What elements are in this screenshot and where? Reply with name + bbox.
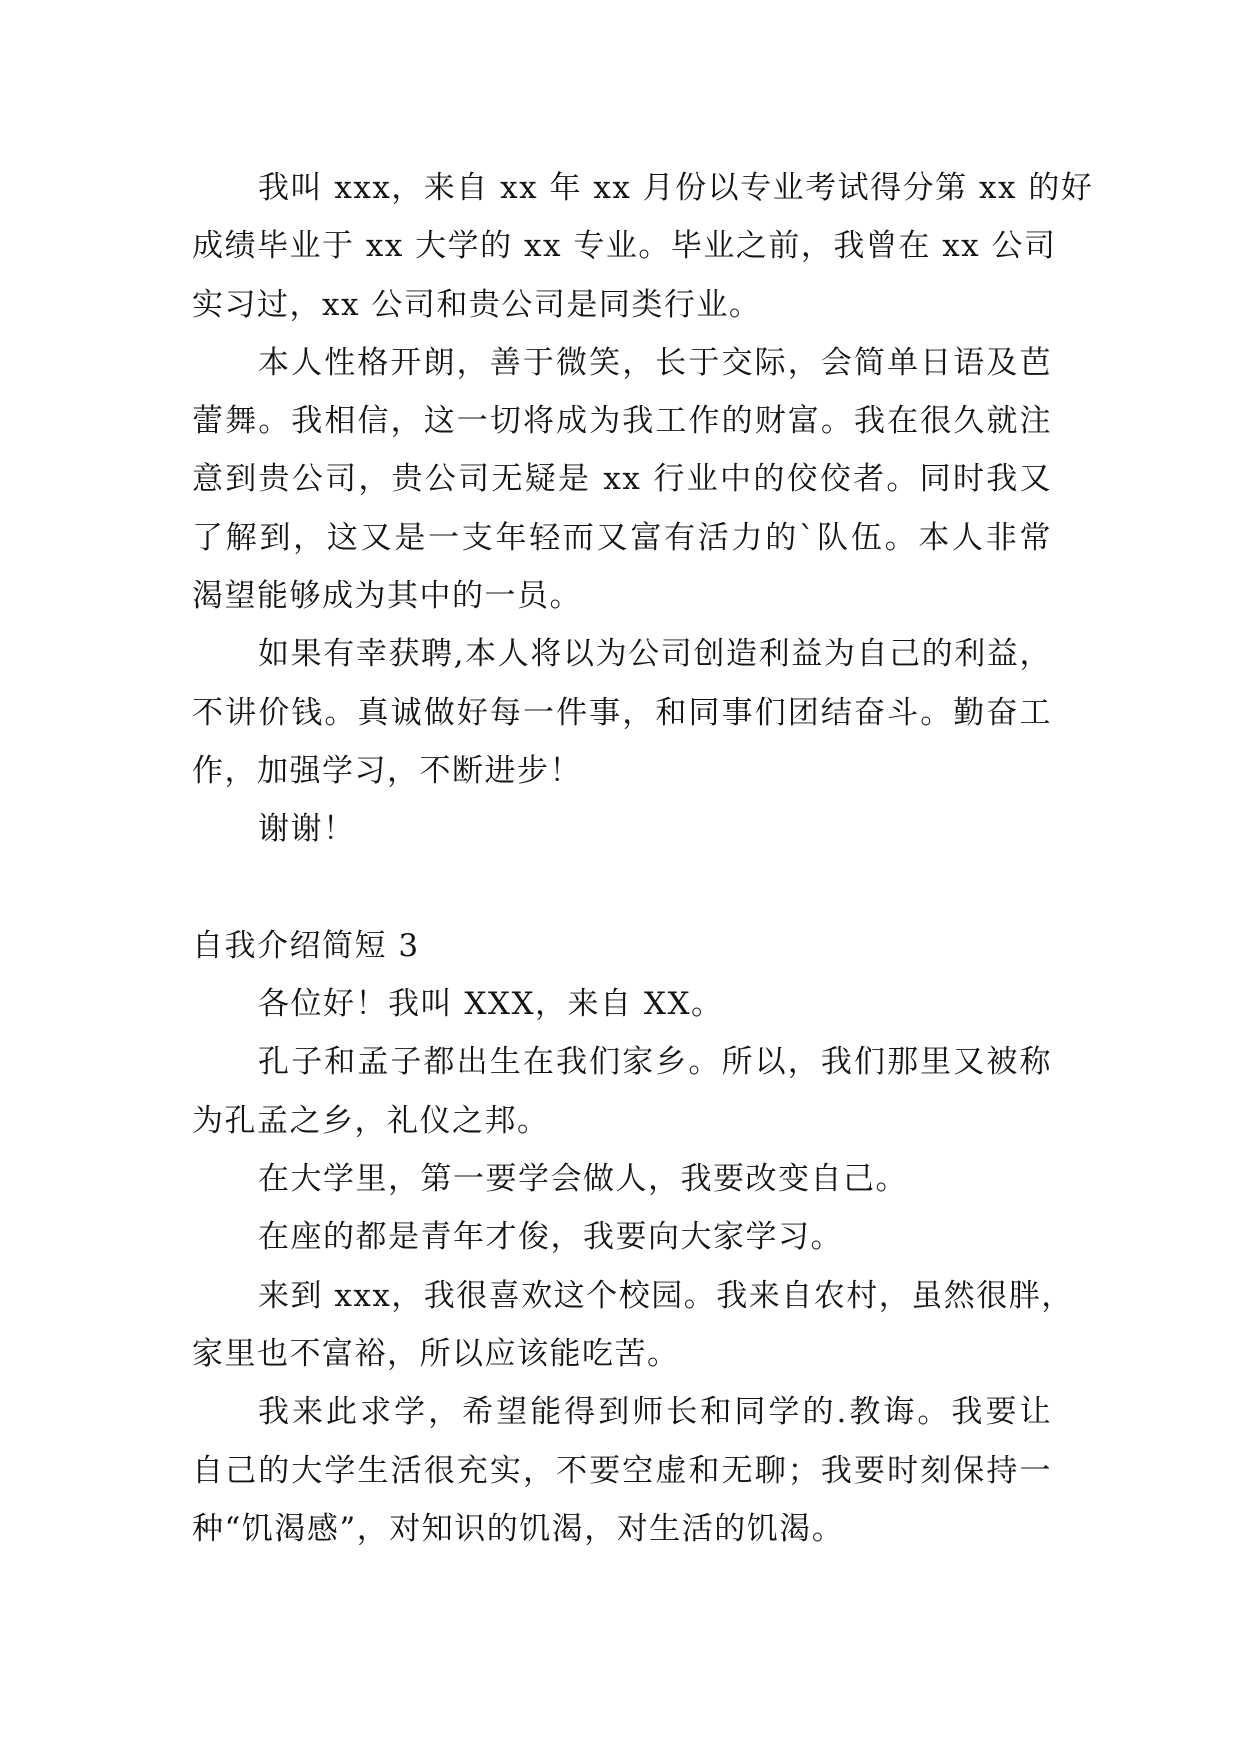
text-line: 谢谢！	[258, 811, 356, 848]
text-line: 在大学里，第一要学会做人，我要改变自己。	[258, 1161, 908, 1198]
text-line: 孔子和孟子都出生在我们家乡。所以，我们那里又被称	[258, 1044, 1052, 1081]
text-line: 不讲价钱。真诚做好每一件事，和同事们团结奋斗。勤奋工	[192, 694, 1052, 731]
paragraph	[192, 159, 1094, 334]
text-line: 本人性格开朗，善于微笑，长于交际，会简单日语及芭	[258, 344, 1052, 381]
text-line: 实习过，xx 公司和贵公司是同类行业。	[192, 286, 762, 323]
paragraph	[192, 1383, 1052, 1558]
text-line: 家里也不富裕，所以应该能吃苦。	[192, 1335, 680, 1372]
paragraph	[192, 1267, 1074, 1384]
text-line: 在座的都是青年才俊，我要向大家学习。	[258, 1219, 843, 1256]
text-line: 意到贵公司，贵公司无疑是 xx 行业中的佼佼者。同时我又	[192, 461, 1052, 498]
text-line: 我来此求学，希望能得到师长和同学的.教诲。我要让	[258, 1394, 1052, 1431]
section-heading: 自我介绍简短 3	[192, 927, 420, 964]
paragraph	[192, 975, 1052, 1033]
text-line: 了解到，这又是一支年轻而又富有活力的`队伍。本人非常	[192, 519, 1052, 556]
document-body	[192, 159, 1094, 1558]
text-line: 渴望能够成为其中的一员。	[192, 578, 582, 615]
text-line: 作，加强学习，不断进步！	[192, 752, 582, 789]
paragraph	[192, 334, 1052, 625]
text-line: 为孔孟之乡，礼仪之邦。	[192, 1102, 550, 1139]
paragraph	[192, 1150, 1052, 1208]
blank-line	[192, 859, 1052, 917]
text-line: 如果有幸获聘,本人将以为公司创造利益为自己的利益，	[258, 636, 1052, 673]
text-line: 成绩毕业于 xx 大学的 xx 专业。毕业之前，我曾在 xx 公司	[192, 228, 1057, 265]
text-line: 种“饥渴感”，对知识的饥渴，对生活的饥渴。	[192, 1510, 845, 1547]
paragraph	[192, 1033, 1052, 1150]
text-line: 各位好！我叫 XXX，来自 XX。	[258, 986, 724, 1023]
paragraph	[192, 1208, 1052, 1266]
text-line: 蕾舞。我相信，这一切将成为我工作的财富。我在很久就注	[192, 403, 1052, 440]
text-line: 我叫 xxx，来自 xx 年 xx 月份以专业考试得分第 xx 的好	[258, 170, 1094, 206]
text-line: 来到 xxx，我很喜欢这个校园。我来自农村，虽然很胖，	[258, 1277, 1074, 1314]
paragraph	[192, 800, 1052, 858]
paragraph	[192, 625, 1052, 800]
text-line: 自己的大学生活很充实，不要空虚和无聊；我要时刻保持一	[192, 1452, 1052, 1489]
